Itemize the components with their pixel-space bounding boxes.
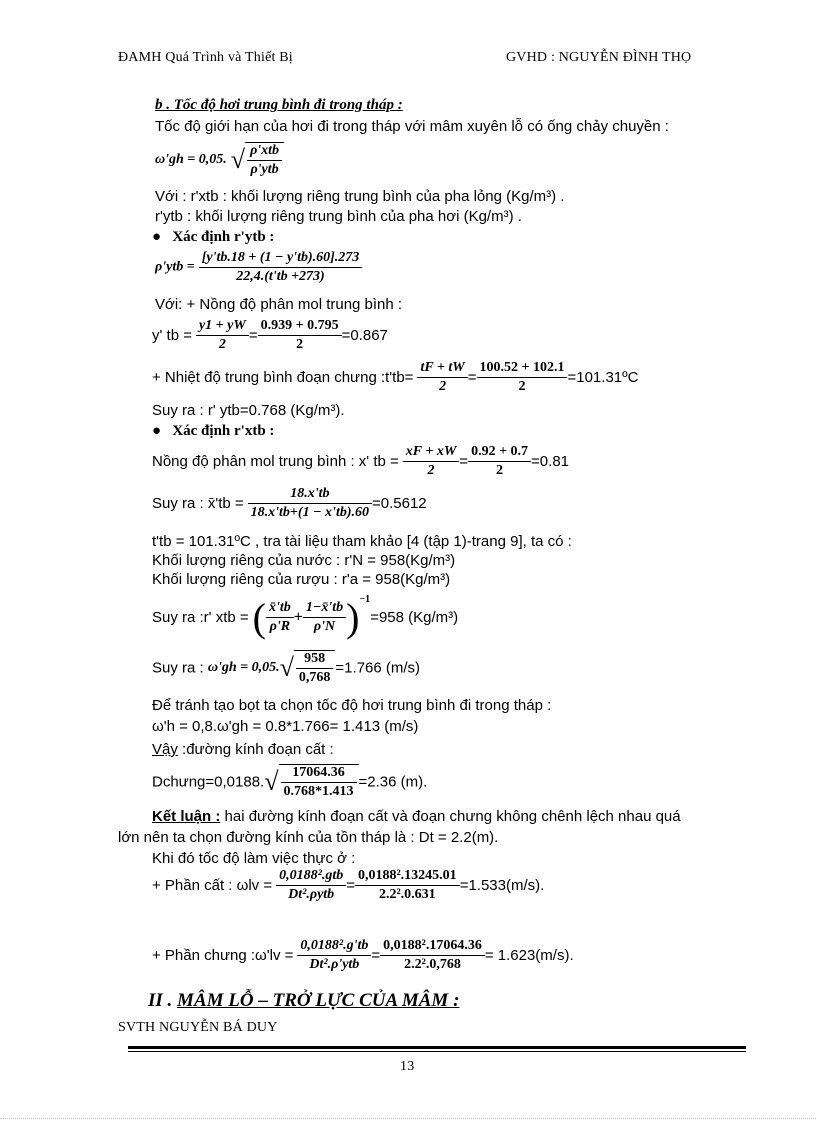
density-water: Khối lượng riêng của nước : r'N = 958(Kg/m³) bbox=[152, 552, 456, 569]
fraction: $\frac{[y'tb.18 + (1 - y'tb).60].273}{22,4.(t'tb +273)}$ bbox=[199, 250, 363, 285]
formula-rho-y: ρ'ytb = $\frac{[y'tb.18 + (1 - y'tb).60].273}{22,4.(t'tb +273)}$ bbox=[155, 250, 362, 285]
result-rho-y: Suy ra : r' ytb=0.768 (Kg/m³). bbox=[152, 402, 345, 419]
header-left: ĐAMH Quá Trình và Thiết Bị bbox=[118, 50, 293, 65]
formula-omega-gh bbox=[155, 142, 284, 178]
definition-line-2: r'ytb : khối lượng riêng trung bình của pha hơi (Kg/m³) . bbox=[155, 208, 522, 225]
definition-line-1: Với : r'xtb : khối lượng riêng trung bình của pha lỏng (Kg/m³) . bbox=[155, 188, 565, 205]
formula-diameter: Dchưng=0,0188.√ $\frac{17064.36}{0.768*1.413}$ =2.36 (m). bbox=[152, 765, 428, 799]
conclusion-line-2: lớn nên ta chọn đường kính của tồn tháp là : Dt = 2.2(m). bbox=[118, 829, 499, 846]
footer-rule-thin bbox=[128, 1051, 746, 1052]
footer-student: SVTH NGUYỄN BÁ DUY bbox=[118, 1020, 278, 1035]
footer-rule-thick bbox=[128, 1046, 746, 1049]
omega-h: ω'h = 0,8.ω'gh = 0.8*1.766= 1.413 (m/s) bbox=[152, 718, 419, 735]
formula-t-avg: + Nhiệt độ trung bình đoạn chưng :t'tb= $\frac{tF + tW}{2}$ = $\frac{100.52 + 102.1}{2}$ =101.31ºC bbox=[152, 360, 639, 394]
formula-rho-x: Suy ra :r' xtb = ( $\frac{x̄'tb}{\rho'R}$ + $\frac{1-x̄'tb}{\rho'N}$ )$^{-1}$=958 (Kg/m³) bbox=[152, 594, 459, 640]
avoid-text: Để tránh tạo bọt ta chọn tốc độ hơi trung bình đi trong tháp : bbox=[152, 697, 552, 714]
bullet-rho-y: ● Xác định r'ytb : bbox=[152, 229, 275, 245]
formula-lhs: ω'gh = 0,05. bbox=[155, 152, 227, 167]
vay-line: Vậy :đường kính đoạn cất : bbox=[152, 741, 334, 758]
bullet-icon: ● bbox=[152, 423, 173, 439]
conclusion-line-1: Kết luận : hai đường kính đoạn cất và đoạn chưng không chênh lệch nhau quá bbox=[152, 808, 681, 825]
bullet-icon: ● bbox=[152, 229, 173, 245]
header-right: GVHD : NGUYỄN ĐÌNH THỌ bbox=[506, 50, 692, 65]
fraction: $\frac{\text{ρ'xtb}}{\text{ρ'ytb}}$ bbox=[247, 143, 282, 178]
section-b-title: b . Tốc độ hơi trung bình đi trong tháp : bbox=[155, 97, 403, 113]
page-boundary bbox=[0, 1118, 816, 1119]
formula-x-avg: Nồng độ phân mol trung bình : x' tb = $\frac{xF + xW}{2}$ = $\frac{0.92 + 0.7}{2}$ =0.81 bbox=[152, 444, 570, 478]
formula-mass-fraction: Suy ra : x̄'tb = $\frac{18.x'tb}{18.x'tb+(1 - x'tb).60}$ =0.5612 bbox=[152, 486, 427, 520]
khi-do-text: Khi đó tốc độ làm việc thực ở : bbox=[152, 850, 356, 867]
bullet-rho-x: ● Xác định r'xtb : bbox=[152, 423, 275, 439]
reference-line: t'tb = 101.31ºC , tra tài liệu tham khảo [4 (tập 1)-trang 9], ta có : bbox=[152, 533, 572, 550]
mol-text: Với: + Nồng độ phân mol trung bình : bbox=[155, 296, 403, 313]
formula-y-avg: y' tb = $\frac{y1 + yW}{2}$ = $\frac{0.939 + 0.795}{2}$ =0.867 bbox=[152, 318, 388, 352]
sqrt-sign: √ bbox=[230, 145, 246, 174]
section-ii-title: II . MÂM LỖ – TRỞ LỰC CỦA MÂM : bbox=[148, 990, 460, 1011]
density-alcohol: Khối lượng riêng của rượu : r'a = 958(Kg/m³) bbox=[152, 571, 451, 588]
formula-omega-gh-result: Suy ra : ω'gh = 0,05.√ $\frac{958}{0,768}$ =1.766 (m/s) bbox=[152, 651, 421, 685]
formula-cat: + Phần cất : ωlv = $\frac{\text{0,0188².gtb}}{\text{Dt².ρytb}}$ = $\frac{\text{0,0188².13245.01}}{\text{2.2².0.631}}$ =1.533(m/s). bbox=[152, 868, 545, 902]
intro-text: Tốc độ giới hạn của hơi đi trong tháp với mâm xuyên lỗ có ống chảy chuyền : bbox=[155, 118, 669, 135]
page-number: 13 bbox=[400, 1059, 415, 1074]
formula-chung: + Phần chưng :ω'lv = $\frac{\text{0,0188².g'tb}}{\text{Dt².ρ'ytb}}$ = $\frac{\text{0,0188².17064.36}}{\text{2.2².0,768}}$ = 1.623(m/s). bbox=[152, 938, 574, 972]
